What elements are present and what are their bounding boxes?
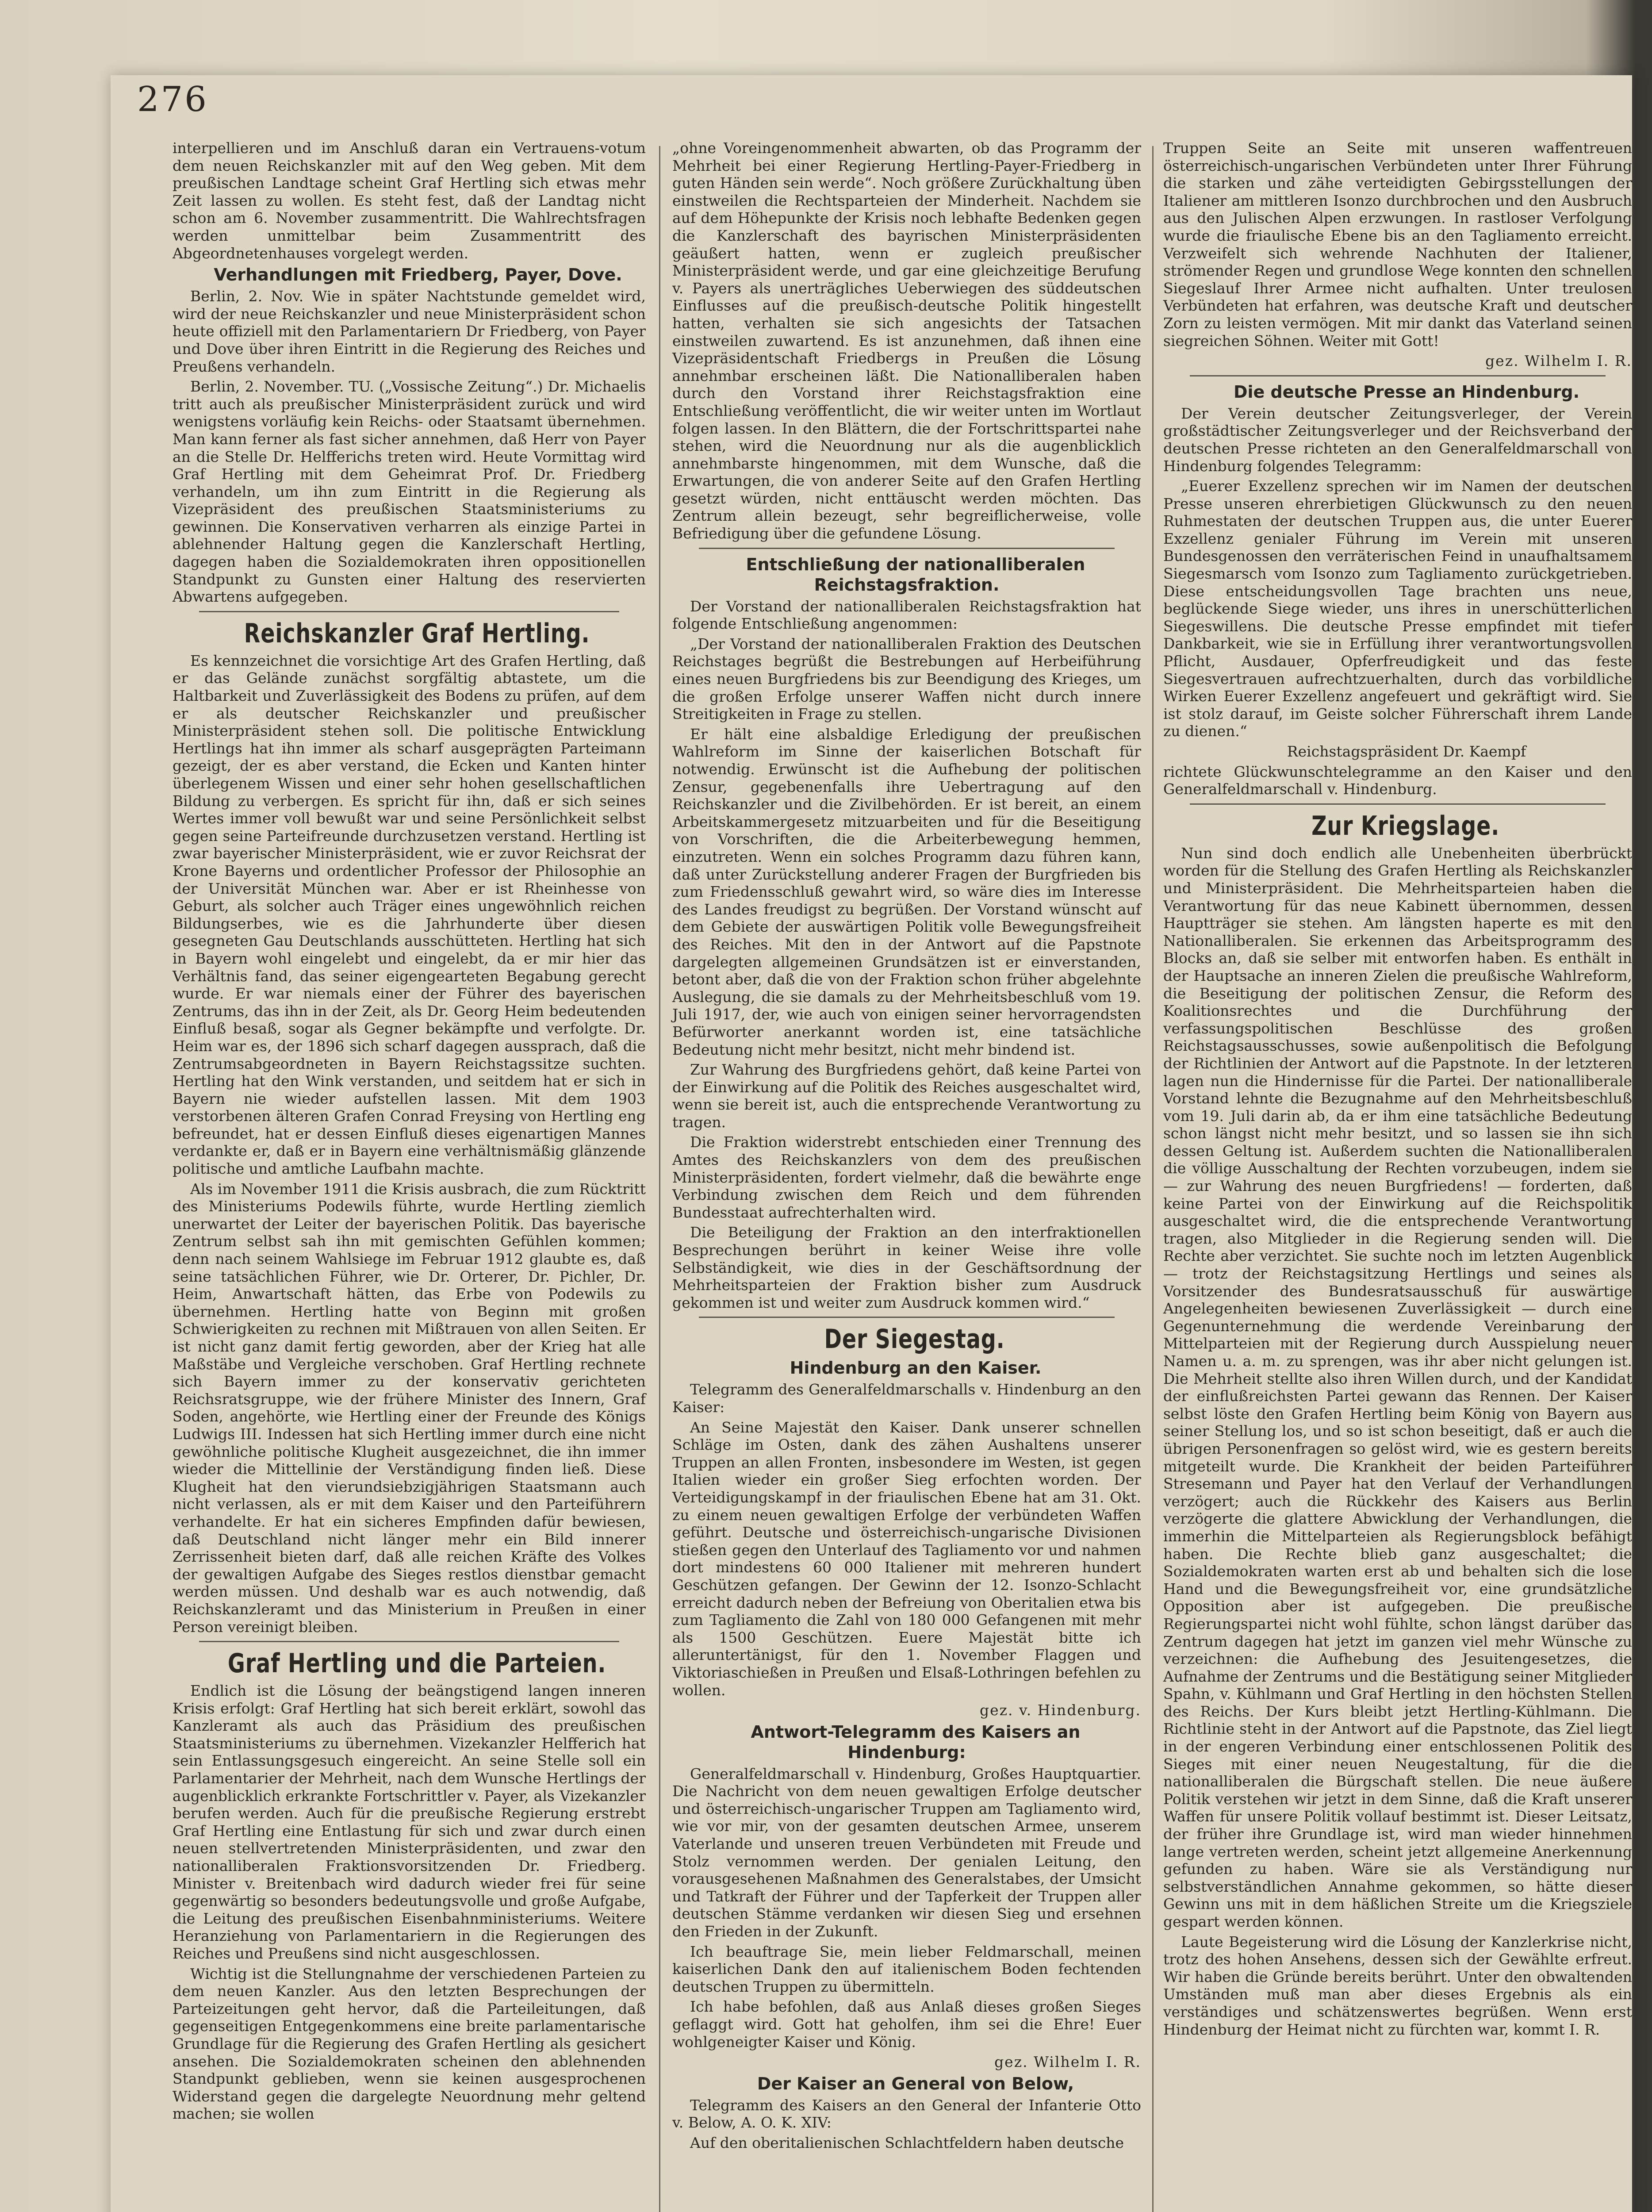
col2-paragraph: Generalfeldmarschall v. Hindenburg, Großes Hauptquartier. Die Nachricht von dem neuen gewaltigen Erfolge deutscher und österreichisch-ungarischer Truppen am Tagliamento wird, wie vor mir, von der gesamten deutschen Armee, unserem Vaterlande und unseren treuen Verbündeten mit Freude und Stolz vernommen werden. Der genialen Leitung, den vorausgesehenen Maßnahmen des Generalstabes, der Umsicht und Tatkraft der Führer und der Tapferkeit der Truppen aller deutschen Stämme verdanken wir diesen Sieg und ersehnen den Frieden in der Zukunft. [672,1765,1141,1940]
col2-signature-hindenburg: gez. v. Hindenburg. [980,1701,1141,1719]
col2-paragraph: „ohne Voreingenommenheit abwarten, ob das Programm der Mehrheit bei einer Regierung Hertling-Payer-Friedberg in guten Händen sein werde“. Noch größere Zurückhaltung üben einstweilen die Rechtsparteien der Minderheit. Nachdem sie auf dem Höhepunkte der Krisis noch lebhafte Bedenken gegen die Kanzlerschaft des bayrischen Ministerpräsidenten geäußert hatten, wenn er zugleich preußischer Ministerpräsident werde, und gar eine gleichzeitige Berufung v. Payers als unerträgliches Ueberwiegen des süddeutschen Einflusses auf die preußisch-deutsche Politik hingestellt hatten, verhalten sie sich angesichts der Tatsachen einstweilen zuwartend. Es ist anzunehmen, daß ihnen eine Vizepräsidentschaft Friedbergs in Preußen die Lösung annehmbar erscheinen läßt. Die Nationalliberalen haben durch den Vorstand ihrer Reichstagsfraktion eine Entschließung veröffentlicht, die wir weiter unten im Wortlaut folgen lassen. In den Blättern, die der Fortschrittspartei nahe stehen, wird die Neuordnung nur als die augenblicklich annehmbarste hingenommen, mit dem Wunsche, daß die Erwartungen, die von anderer Seite auf den Grafen Hertling gesetzt würden, nicht enttäuscht werden möchten. Das Zentrum allein bezeugt, sehr begreiflicherweise, volle Befriedigung über die gefundene Lösung. [672,139,1141,542]
separator [199,1641,619,1642]
col3-paragraph: „Euerer Exzellenz sprechen wir im Namen der deutschen Presse unseren ehrerbietigen Glückwunsch zu den neuen Ruhmestaten der deutschen Truppen aus, die unter Euerer Exzellenz genialer Führung im Verein mit unseren Bundesgenossen den verräterischen Feind in unaufhaltsamem Siegesmarsch vom Isonzo zum Tagliamento zurückgetrieben. Diese entscheidungsvollen Tage brachten uns neue, beglückende Siege wieder, uns ihres in unerschütterlichen Siegeswillens. Die deutsche Presse empfindet mit tiefer Dankbarkeit, wie sie in Erfüllung ihrer verantwortungsvollen Pflicht, Ausdauer, Opferfreudigkeit und das feste Siegesvertrauen aufrechtzuerhalten, durch das vorbildliche Wirken Euerer Exzellenz angefeuert und gekräftigt wird. Sie ist stolz darauf, im Geiste solcher Führerschaft ihrem Lande zu dienen.“ [1163,477,1632,740]
col3-signature-kaiser: gez. Wilhelm I. R. [1485,352,1632,370]
col2-paragraph: Der Vorstand der nationalliberalen Reichstagsfraktion hat folgende Entschließung angenommen: [672,597,1141,633]
separator [1190,803,1606,805]
col2-paragraph: Telegramm des Generalfeldmarschalls v. Hindenburg an den Kaiser: [672,1381,1141,1416]
column-rule-2 [1152,146,1154,2212]
col1-heading-parties: Graf Hertling und die Parteien. [227,1648,606,1679]
col2-paragraph: Ich beauftrage Sie, mein lieber Feldmarschall, meinen kaiserlichen Dank den auf italienischem Boden fechtenden deutschen Truppen zu übermitteln. [672,1943,1141,1995]
col2-heading-reply: Antwort-Telegramm des Kaisers an Hindenburg: [751,1722,1081,1762]
col2-paragraph: Ich habe befohlen, daß aus Anlaß dieses großen Sieges geflaggt wird. Gott hat geholfen, ihm sei die Ehre! Euer wohlgeneigter Kaiser und König. [672,1998,1141,2051]
col3-paragraph: richtete Glückwunschtelegramme an den Kaiser und den Generalfeldmarschall v. Hindenburg. [1163,763,1632,798]
col3-heading-war-situation: Zur Kriegslage. [1311,810,1500,841]
page-number: 276 [137,80,208,119]
col1-paragraph: Berlin, 2. Nov. Wie in später Nachtstunde gemeldet wird, wird der neue Reichskanzler und neue Ministerpräsident schon heute offiziell mit den Parlamentariern Dr Friedberg, von Payer und Dove über ihren Eintritt in die Regierung des Reiches und Preußens verhandeln. [172,288,646,375]
col2-heading-resolution: Entschließung der nationalliberalen Reichstagsfraktion. [746,554,1085,595]
col2-paragraph: An Seine Majestät den Kaiser. Dank unserer schnellen Schläge im Osten, dank des zähen Aushaltens unserer Truppen an allen Fronten, insbesondere im Westen, ist gegen Italien wieder ein großer Sieg erfochten worden. Der Verteidigungskampf in der friaulischen Ebene hat am 31. Okt. zu einem neuen gewaltigen Erfolge der verbündeten Waffen geführt. Deutsche und österreichisch-ungarische Divisionen stießen gegen den Unterlauf des Tagliamento vor und nahmen dort mindestens 60 000 Italiener mit mehreren hundert Geschützen gefangen. Der Gewinn der 12. Isonzo-Schlacht erreicht dadurch neben der Befreiung von Oberitalien etwa bis zum Tagliamento die Zahl von 180 000 Gefangenen mit mehr als 1500 Geschützen. Euere Majestät bitte ich alleruntertänigst, für den 1. November Flaggen und Viktoriaschießen in Preußen und Elsaß-Lothringen befehlen zu wollen. [672,1418,1141,1699]
col3-paragraph: Der Verein deutscher Zeitungsverleger, der Verein großstädtischer Zeitungsverleger und der Reichsverband der deutschen Presse richteten an den Generalfeldmarschall von Hindenburg folgendes Telegramm: [1163,404,1632,475]
col2-paragraph: Zur Wahrung des Burgfriedens gehört, daß keine Partei von der Einwirkung auf die Politik des Reiches ausgeschaltet wird, wenn sie bereit ist, auch die entsprechende Verantwortung zu tragen. [672,1061,1141,1131]
col2-heading-below: Der Kaiser an General von Below, [757,2074,1074,2093]
separator [199,611,619,612]
col1-heading-chancellor: Reichskanzler Graf Hertling. [244,618,590,649]
col2-paragraph: Auf den oberitalienischen Schlachtfeldern haben deutsche [690,2134,1124,2151]
col2-signature-kaiser: gez. Wilhelm I. R. [994,2053,1141,2071]
col2-paragraph: Telegramm des Kaisers an den General der Infanterie Otto v. Below, A. O. K. XIV: [672,2096,1141,2131]
col1-paragraph: Es kennzeichnet die vorsichtige Art des Grafen Hertling, daß er das Gelände zunächst sorgfältig abtastete, um die Haltbarkeit und Zuverlässigkeit des Bodens zu prüfen, auf dem er als deutscher Reichskanzler und preußischer Ministerpräsident stehen soll. Die politische Entwicklung Hertlings hat ihn immer als scharf ausgeprägten Parteimann gezeigt, der es aber verstand, die Ecken und Kanten hinter überlegenem Wissen und einer sehr hohen gesellschaftlichen Bildung zu verbergen. Es spricht für ihn, daß er sich seines Wertes immer voll bewußt war und seine Persönlichkeit selbst gegen seine Parteifreunde durchzusetzen verstand. Hertling ist zwar bayerischer Ministerpräsident, wie er zuvor Reichsrat der Krone Bayerns und ordentlicher Professor der Philosophie an der Universität München war. Aber er ist Rheinhesse von Geburt, als solcher auch Träger eines ungewöhnlich reichen Bildungserbes, wie es die Jahrhunderte über diesen gesegneten Gau Deutschlands ausschütteten. Hertling hat sich in Bayern wohl eingelebt und eingelebt, da er mir hier das Verhältnis fand, das seiner eigengearteten Begabung gerecht wurde. Er war niemals einer der Führer des bayerischen Zentrums, das ihn in der Zeit, als Dr. Georg Heim bedeutenden Einfluß besaß, sogar als Gegner bekämpfte und verfolgte. Dr. Heim war es, der 1896 sich scharf dagegen aussprach, daß die Zentrumsabgeordneten in Bayern Reichstagssitze suchten. Hertling hat den Wink verstanden, und seitdem hat er sich in Bayern nie wieder aufstellen lassen. Mit dem 1903 verstorbenen älteren Grafen Conrad Freysing von Hertling eng befreundet, hat er dessen Einfluß dieses eigenartigen Mannes verdankte er, daß er in Bayern eine verhältnismäßig glänzende politische und amtliche Laufbahn machte. [172,652,646,1178]
col2-paragraph: Er hält eine alsbaldige Erledigung der preußischen Wahlreform im Sinne der kaiserlichen Botschaft für notwendig. Erwünscht ist die Aufhebung der politischen Zensur, gegebenenfalls ihre Uebertragung auf den Reichskanzler und die Zivilbehörden. Er ist bereit, an einem Arbeitskammergesetz mitzuarbeiten und für die Beseitigung von Vorschriften, die die Arbeiterbewegung hemmen, einzutreten. Wenn ein solches Programm dazu führen kann, daß unter Zurückstellung anderer Fragen der Burgfrieden bis zum Friedensschluß gewahrt wird, so wäre dies im Interesse des Landes freudigst zu begrüßen. Der Vorstand wünscht auf dem Gebiete der auswärtigen Politik volle Bewegungsfreiheit des Reiches. Mit den in der Antwort auf die Papstnote dargelegten allgemeinen Grundsätzen ist er einverstanden, betont aber, daß die von der Fraktion schon früher abgelehnte Auslegung, die sie damals zu der Mehrheitsbeschluß vom 19. Juli 1917, der, wie auch von einigen seiner hervorragendsten Befürworter anerkannt worden ist, eine tatsächliche Bedeutung nicht mehr besitzt, nicht mehr bindend ist. [672,725,1141,1058]
col1-paragraph: Endlich ist die Lösung der beängstigend langen inneren Krisis erfolgt: Graf Hertling hat sich bereit erklärt, sowohl das Kanzleramt als auch das Präsidium des preußischen Staatsministeriums zu übernehmen. Vizekanzler Helfferich hat sein Entlassungsgesuch eingereicht. An seine Stelle soll ein Parlamentarier der Mehrheit, nach dem Wunsche Hertlings der augenblicklich erkrankte Fortschrittler v. Payer, als Vizekanzler berufen werden. Auch für die preußische Regierung erstrebt Graf Hertling eine Entlastung für sich und zwar durch einen neuen stellvertretenden Ministerpräsidenten, und zwar den nationalliberalen Fraktionsvorsitzenden Dr. Friedberg. Minister v. Breitenbach wird dadurch wieder frei für seine gegenwärtig so besonders bedeutungsvolle und große Aufgabe, die Leitung des preußischen Eisenbahnministeriums. Weitere Heranziehung von Parlamentariern in die Regierungen des Reiches und Preußens sind nicht ausgeschlossen. [172,1682,646,1962]
col1-intro: interpellieren und im Anschluß daran ein Vertrauens-votum dem neuen Reichskanzler mit auf den Weg geben. Mit dem preußischen Landtage scheint Graf Hertling sich etwas mehr Zeit lassen zu wollen. Es steht fest, daß der Landtag nicht schon am 6. November zusammentritt. Die Wahlrechtsfragen werden unmittelbar beim Zusammentritt des Abgeordnetenhauses vorgelegt werden. [172,139,646,262]
col3-paragraph: Nun sind doch endlich alle Unebenheiten überbrückt worden für die Stellung des Grafen Hertling als Reichskanzler und Ministerpräsident. Die Mehrheitsparteien haben die Verantwortung für das neue Kabinett übernommen, dessen Hauptträger sie stehen. Am längsten haperte es mit den Nationalliberalen. Sie erkennen das Arbeitsprogramm des Blocks an, daß sie selber mit entworfen haben. Es enthält in der Hauptsache an inneren Zielen die preußische Wahlreform, die Beseitigung der politischen Zensur, die Reform des Koalitionsrechtes und die Durchführung der verfassungspolitischen Beschlüsse des großen Reichstagsausschusses, sowie außenpolitisch die Befolgung der Richtlinien der Antwort auf die Papstnote. In der letzteren lagen nun die Hindernisse für die Partei. Der nationalliberale Vorstand lehnte die Bezugnahme auf den Mehrheitsbeschluß vom 19. Juli darin ab, da er ihm eine tatsächliche Bedeutung schon längst nicht mehr besitzt, und so lassen sie ihn sich dessen Geltung ist. Außerdem suchten die Nationalliberalen die völlige Ausschaltung der Rechten vorzubeugen, indem sie — zur Wahrung des neuen Burgfriedens! — forderten, daß keine Partei von der Einwirkung auf die Reichspolitik ausgeschaltet wird, die die entsprechende Verantwortung tragen, also Mitglieder in die Regierung senden will. Die Rechte aber verzichtet. Sie suchte noch im letzten Augenblick — trotz der Reichstagsitzung Hertlings und seines als Vorsitzender des Bundesratsausschuß für auswärtige Angelegenheiten bewiesenen Zuverlässigkeit — durch eine Gegenunternehmung die werdende Vereinbarung der Mittelparteien mit der Regierung durch Ausspielung neuer Namen u. a. m. zu sprengen, was ihr aber nicht gelungen ist. Die Mehrheit stellte also ihren Willen durch, und der Kandidat der einflußreichsten Partei gewann das Rennen. Der Kaiser selbst löste den Grafen Hertling beim König von Bayern aus seiner Stellung los, und so ist schon beseitigt, daß er auch die übrigen Personenfragen so gelöst wird, wie es gestern bereits mitgeteilt wurde. Die Krankheit der beiden Parteiführer Stresemann und Payer hat den Verlauf der Verhandlungen verzögert; auch die Rückkehr des Kaisers aus Berlin verzögerte die glattere Abwicklung der Verhandlungen, die immerhin die Mittelparteien als Regierungsblock befähigt haben. Die Rechte blieb ganz ausgeschaltet; die Sozialdemokraten warten erst ab und behalten sich die lose Hand und die Bewegungsfreiheit vor, eine grundsätzliche Opposition aber ist aufgegeben. Die preußische Regierungspartei nicht wohl fühlte, schon längst darüber das Zentrum dagegen hat jetzt im ganzen viel mehr Wünsche zu verzeichnen: die Aufhebung des Jesuitengesetzes, die Aufnahme der Zentrums und die Bestätigung seiner Mitglieder Spahn, v. Kühlmann und Graf Hertling in den höchsten Stellen des Reichs. Der Kurs bleibt jetzt Hertling-Kühlmann. Die Richtlinie steht in der Antwort auf die Papstnote, das Ziel liegt in der engeren Verbindung einer entschlossenen Politik des Sieges mit einer neuen Neugestaltung, für die die nationalliberalen die Bürgschaft stellen. Die neue äußere Politik verstehen wir jetzt in dem Sinne, daß die Kraft unserer Waffen für unsere Politik vollauf bestimmt ist. Dieser Leitsatz, der früher ihre Grundlage ist, wird man wieder hinnehmen lange vertreten werden, scheint jetzt allgemeine Anerkennung gefunden zu haben. Wäre sie als Verständigung nur selbstverständlichen Annahme gekommen, so hätte dieser Gewinn uns mit in dem häßlichen Streite um die Kriegsziele gespart werden können. [1163,844,1632,1930]
column-1 [172,139,646,2125]
separator [699,1317,1115,1318]
col1-paragraph: Als im November 1911 die Krisis ausbrach, die zum Rücktritt des Ministeriums Podewils führte, wurde Hertling ziemlich unerwartet der Leiter der bayerischen Politik. Das bayerische Zentrum selbst sah ihn mit gemischten Gefühlen kommen; denn nach seinem Wahlsiege im Februar 1912 glaubte es, daß seine tatsächlichen Führer, wie Dr. Orterer, Dr. Pichler, Dr. Heim, Anwartschaft hätten, das Erbe von Podewils zu übernehmen. Hertling hatte von Beginn mit großen Schwierigkeiten zu rechnen mit Mißtrauen von allen Seiten. Er ist nicht ganz damit fertig geworden, aber der Krieg hat alle Maßstäbe und Vergleiche verschoben. Graf Hertling rechnete sich Bayern immer zu der konservativ gerichteten Reichsratsgruppe, wie der frühere Minister des Innern, Graf Soden, angehörte, wie Hertling einer der Freunde des Königs Ludwigs III. Indessen hat sich Hertling immer durch eine nicht gewöhnliche politische Klugheit ausgezeichnet, die ihn immer wieder die Mittellinie der Verständigung finden ließ. Diese Klugheit hat den vierundsiebzigjährigen Staatsmann auch nicht verlassen, als er mit dem Kaiser und den Parteiführern verhandelte. Er hat ein sicheres Empfinden dafür bewiesen, daß Deutschland nicht länger mehr ein Bild innerer Zerrissenheit bieten darf, daß alle reichen Kräfte des Volkes der gewaltigen Aufgabe des Sieges restlos dienstbar gemacht werden müssen. Und deshalb war es auch notwendig, daß Reichskanzleramt und das Ministerium in Preußen in einer Person vereinigt bleiben. [172,1180,646,1636]
col2-subheading-hindenburg: Hindenburg an den Kaiser. [790,1358,1042,1378]
separator [699,548,1115,549]
col3-heading-press: Die deutsche Presse an Hindenburg. [1233,382,1580,402]
column-2 [672,139,1141,2154]
col2-paragraph: „Der Vorstand der nationalliberalen Fraktion des Deutschen Reichstages begrüßt die Bestrebungen auf Herbeiführung eines neuen Burgfriedens bis zur Beendigung des Krieges, um die großen Erfolge unserer Waffen nicht durch innere Streitigkeiten in Frage zu stellen. [672,635,1141,723]
separator [1190,375,1606,376]
column-3 [1163,139,1632,2041]
col1-paragraph: Wichtig ist die Stellungnahme der verschiedenen Parteien zu dem neuen Kanzler. Aus den letzten Besprechungen der Parteizeitungen geht hervor, daß die Parteileitungen, daß gegenseitigen Entgegenkommens eine breite parlamentarische Grundlage für die Regierung des Grafen Hertling als gesichert ansehen. Die Sozialdemokraten scheinen den ablehnenden Standpunkt geblieben, wenn sie keinen ausgesprochenen Widerstand gegen die dargelegte Neuordnung mehr geltend machen; sie wollen [172,1965,646,2123]
col2-heading-victory-day: Der Siegestag. [824,1324,1005,1355]
col1-heading-negotiations: Verhandlungen mit Friedberg, Payer, Dove. [214,265,622,285]
col2-paragraph: Die Beteiligung der Fraktion an den interfraktionellen Besprechungen berührt in keiner Weise ihre volle Selbständigkeit, wie dies in der Geschäftsordnung der Mehrheitsparteien der Fraktion bisher zum Ausdruck gekommen ist und weiter zum Ausdruck kommen wird.“ [672,1224,1141,1311]
col3-paragraph: Truppen Seite an Seite mit unseren waffentreuen österreichisch-ungarischen Verbündeten unter Ihrer Führung die starken und zähe verteidigten Gebirgsstellungen der Italiener am mittleren Isonzo durchbrochen und den Ausbruch aus den Julischen Alpen erzwungen. In rastloser Verfolgung wurde die friaulische Ebene bis an den Tagliamento erreicht. Verzweifelt sich wehrende Nachhuten der Italiener, strömender Regen und grundlose Wege konnten den schnellen Siegeslauf Ihrer Armee nicht aufhalten. Unter treulosen Verbündeten hat erfahren, was deutsche Kraft und deutscher Zorn zu leisten vermögen. Mit mir dankt das Vaterland seinen siegreichen Söhnen. Weiter mit Gott! [1163,139,1632,349]
column-rule-1 [659,146,660,2212]
col2-paragraph: Die Fraktion widerstrebt entschieden einer Trennung des Amtes des Reichskanzlers von dem des preußischen Ministerpräsidenten, fordert vielmehr, daß die bewährte enge Verbindung zwischen dem Reich und dem führenden Bundesstaat aufrechterhalten wird. [672,1133,1141,1221]
col3-paragraph: Laute Begeisterung wird die Lösung der Kanzlerkrise nicht, trotz des hohen Ansehens, dessen sich der Gewählte erfreut. Wir haben die Gründe bereits berührt. Unter den obwaltenden Umständen muß man aber dieses Ergebnis als ein verständiges und schätzenswertes begrüßen. Wenn erst Hindenburg der Heimat nicht zu fürchten war, kommt I. R. [1163,1933,1632,2038]
col3-kaempf: Reichstagspräsident Dr. Kaempf [1287,743,1526,760]
col1-paragraph: Berlin, 2. November. TU. („Vossische Zeitung“.) Dr. Michaelis tritt auch als preußischer Ministerpräsident zurück und wird wenigstens vorläufig kein Reichs- oder Staatsamt übernehmen. Man kann ferner als fast sicher annehmen, daß Herr von Payer an die Stelle Dr. Helfferichs treten wird. Heute Vormittag wird Graf Hertling mit dem Geheimrat Prof. Dr. Friedberg verhandeln, um ihn zum Eintritt in die Regierung als Vizepräsident des preußischen Staatsministeriums zu gewinnen. Die Konservativen verharren als einzige Partei in ablehnender Haltung gegen die Kanzlerschaft Hertling, dagegen haben die Sozialdemokraten ihren oppositionellen Standpunkt zu Gunsten einer Haltung des reservierten Abwartens aufgegeben. [172,378,646,606]
